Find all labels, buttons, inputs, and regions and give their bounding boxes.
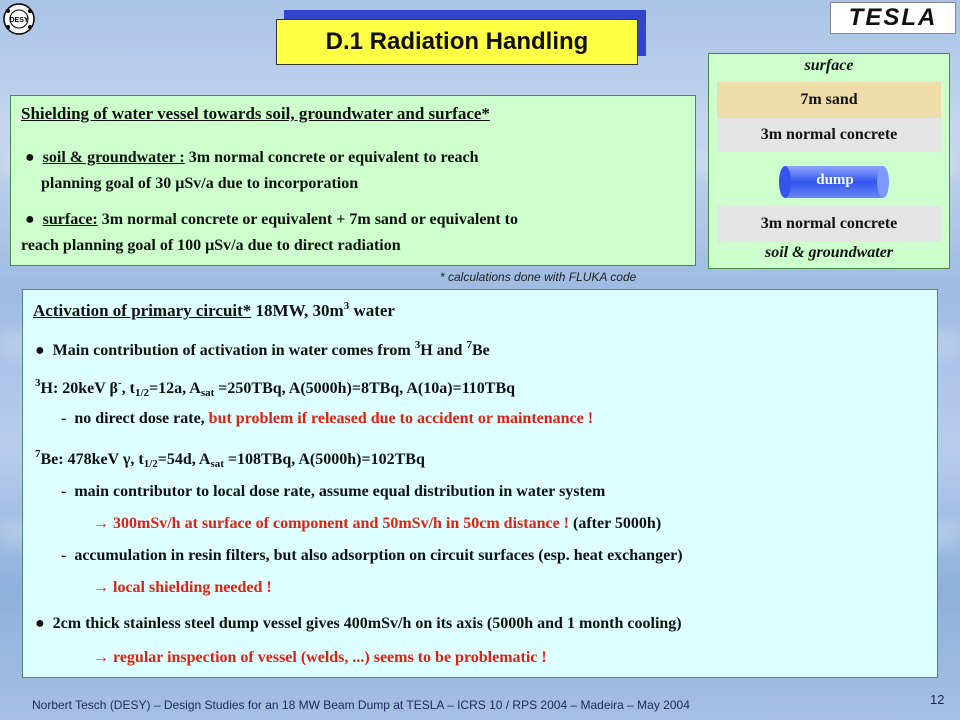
tritium-line: $^3$H: 20keV β-, $t_{1/2}=12a$, $A_{sat} =250TBq$, A(5000h)=8TBq, A(10a)=110TBq [35, 377, 516, 399]
activation-heading: Activation of primary circuit* 18MW, $30m^3$ water [33, 300, 395, 320]
activation-bullet-vessel: ● 2cm thick stainless steel dump vessel gives 400mSv/h on its axis (5000h and 1 month cooling) [35, 615, 682, 632]
arrow-icon: → [93, 579, 109, 596]
page-number: 12 [930, 692, 945, 707]
footer-citation: Norbert Tesch (DESY) – Design Studies for an 18 MW Beam Dump at TESLA – ICRS 10 / RPS 2004 – Madeira – May 2004 [32, 698, 690, 712]
activation-box [22, 289, 938, 678]
beryllium-dash-1: - main contributor to local dose rate, assume equal distribution in water system [61, 483, 606, 500]
shielding-diagram [708, 53, 950, 269]
concrete-top-layer: 3m normal concrete [717, 118, 941, 152]
tritium-dash: - no direct dose rate, but problem if released due to accident or maintenance ! [61, 410, 594, 427]
diagram-soil-label: soil & groundwater [764, 244, 894, 261]
desy-logo [2, 2, 36, 36]
beryllium-arrow-1: → 300mSv/h at surface of component and 50mSv/h in 50cm distance ! (after 5000h) [93, 515, 662, 532]
concrete-bottom-layer: 3m normal concrete [717, 206, 941, 242]
shielding-bullet-surface: ● surface: 3m normal concrete or equivalent + 7m sand or equivalent to [25, 211, 518, 228]
beryllium-line: $^7$Be: 478keV γ, $t_{1/2}=54d$, $A_{sat} =108TBq$, A(5000h)=102TBq [35, 448, 425, 470]
vessel-arrow: → regular inspection of vessel (welds, ...) seems to be problematic ! [93, 649, 547, 666]
tesla-logo: TESLA [830, 2, 956, 34]
svg-text:DESY: DESY [9, 17, 29, 24]
shielding-bullet-surface-cont: reach planning goal of 100 μSv/a due to direct radiation [21, 237, 401, 254]
arrow-icon: → [93, 515, 109, 532]
shielding-heading: Shielding of water vessel towards soil, groundwater and surface* [21, 104, 490, 123]
diagram-surface-label: surface [804, 57, 854, 74]
activation-bullet-main: ● Main contribution of activation in water comes from $^3$H and $^7$Be [35, 339, 490, 359]
beryllium-dash-2: - accumulation in resin filters, but also adsorption on circuit surfaces (esp. heat exchanger) [61, 547, 683, 564]
page-title: D.1 Radiation Handling [276, 19, 638, 65]
fluka-footnote: * calculations done with FLUKA code [440, 270, 637, 284]
shielding-box [10, 95, 696, 266]
beryllium-arrow-2: → local shielding needed ! [93, 579, 272, 596]
arrow-icon: → [93, 649, 109, 666]
sand-layer: 7m sand [717, 82, 941, 118]
shielding-bullet-soil-cont: planning goal of 30 μSv/a due to incorporation [41, 175, 359, 192]
dump-vessel: dump [779, 164, 891, 200]
shielding-bullet-soil: ● soil & groundwater : 3m normal concrete or equivalent to reach [25, 149, 479, 166]
